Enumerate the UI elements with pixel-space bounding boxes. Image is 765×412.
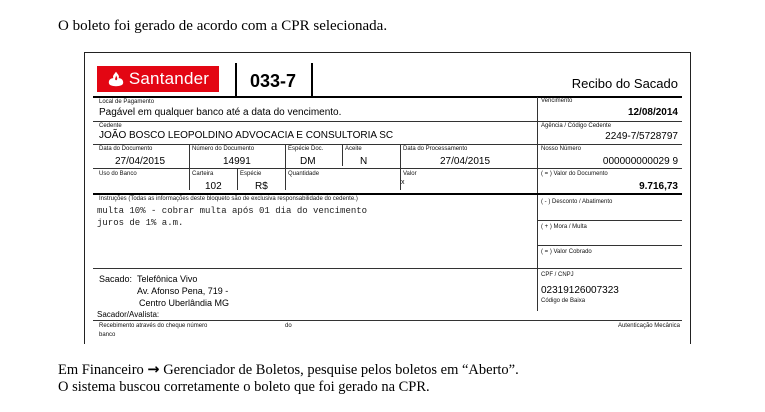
- right-column-divider: [537, 97, 538, 311]
- cedente-value: JOÃO BOSCO LEOPOLDINO ADVOCACIA E CONSULTORIA SC: [99, 130, 394, 141]
- col-rule-1: [189, 144, 190, 190]
- especie-value: R$: [255, 181, 268, 192]
- sacado-endereco: Av. Afonso Pena, 719 -: [137, 286, 229, 296]
- right-rule-2: [537, 245, 682, 246]
- valor-documento-label: ( = ) Valor do Documento: [541, 171, 608, 177]
- recebimento-banco: banco: [99, 332, 116, 338]
- numero-documento-value: 14991: [223, 156, 251, 167]
- header-divider-2: [311, 63, 313, 97]
- row-rule-1: [93, 121, 682, 122]
- santander-flame-icon: [107, 70, 125, 88]
- receipt-title: Recibo do Sacado: [571, 76, 678, 91]
- valor-label: Valor: [403, 171, 417, 177]
- footer-line-1-suffix: Gerenciador de Boletos, pesquise pelos boletos em “Aberto”.: [163, 362, 519, 378]
- especie-label: Espécie: [240, 171, 262, 177]
- data-documento-value: 27/04/2015: [115, 156, 166, 167]
- quantidade-label: Quantidade: [288, 171, 320, 177]
- footer-line-1-prefix: Em Financeiro: [58, 362, 144, 378]
- valor-documento-value: 9.716,73: [639, 181, 678, 192]
- boleto-receipt: [84, 52, 691, 344]
- especie-doc-label: Espécie Doc.: [288, 146, 324, 152]
- recebimento-do: do: [285, 323, 292, 329]
- especie-doc-value: DM: [300, 156, 316, 167]
- vencimento-label: Vencimento: [541, 98, 573, 104]
- bank-code: 033-7: [250, 71, 297, 91]
- vencimento-value: 12/08/2014: [627, 107, 678, 118]
- mora-label: ( + ) Mora / Multa: [541, 224, 587, 230]
- col-rule-5: [237, 168, 238, 190]
- santander-logo: [97, 66, 219, 92]
- numero-documento-label: Número do Documento: [192, 146, 255, 152]
- sacador-label: Sacador/Avalista:: [97, 310, 160, 319]
- sacado-nome: Telefônica Vivo: [137, 274, 198, 284]
- instrucao-line-1: multa 10% - cobrar multa após 01 dia do vencimento: [97, 206, 368, 216]
- nosso-numero-label: Nosso Número: [541, 146, 582, 152]
- agencia-label: Agência / Código Cedente: [541, 123, 612, 129]
- arrow-right-icon: →: [147, 362, 160, 378]
- instrucoes-label: Instruções (Todas as informações deste bloqueto são de exclusiva responsabilidade do cedente.): [99, 196, 358, 202]
- carteira-label: Carteira: [192, 171, 214, 177]
- col-rule-3: [342, 144, 343, 166]
- data-processamento-label: Data do Processamento: [403, 146, 468, 152]
- footer-line-2: O sistema buscou corretamente o boleto que foi gerado na CPR.: [58, 379, 430, 395]
- sacado-cidade: Centro Uberlândia MG: [139, 298, 230, 308]
- aceite-value: N: [360, 156, 368, 167]
- cedente-label: Cedente: [99, 123, 122, 129]
- col-rule-2: [285, 144, 286, 190]
- autenticacao-label: Autenticação Mecânica: [617, 323, 680, 329]
- right-rule-1: [537, 220, 682, 221]
- desconto-label: ( - ) Desconto / Abatimento: [541, 199, 613, 205]
- valor-x: x: [401, 179, 405, 186]
- recebimento-label: Recebimento através do cheque número: [99, 323, 208, 329]
- row-rule-3: [93, 168, 682, 169]
- row-rule-5: [93, 268, 682, 269]
- cpf-cnpj-value: 02319126007323: [541, 285, 619, 296]
- valor-cobrado-label: ( = ) Valor Cobrado: [541, 249, 592, 255]
- nosso-numero-value: 000000000029 9: [602, 156, 678, 167]
- header-divider-1: [235, 63, 237, 97]
- footer-line-1: [58, 362, 519, 379]
- agencia-value: 2249-7/5728797: [605, 131, 678, 142]
- bank-name: Santander: [128, 69, 210, 88]
- data-documento-label: Data do Documento: [99, 146, 153, 152]
- uso-banco-label: Uso do Banco: [99, 171, 137, 177]
- header-rule: [93, 96, 682, 98]
- data-processamento-value: 27/04/2015: [440, 156, 491, 167]
- row-rule-4: [93, 193, 682, 195]
- local-pagamento-value: Pagável em qualquer banco até a data do vencimento.: [99, 107, 342, 118]
- instrucao-line-2: juros de 1% a.m.: [97, 218, 184, 228]
- codigo-baixa-label: Código de Baixa: [541, 298, 586, 304]
- aceite-label: Aceite: [345, 146, 362, 152]
- carteira-value: 102: [205, 181, 222, 192]
- row-rule-2: [93, 144, 682, 145]
- sacado-label: Sacado:: [99, 274, 133, 284]
- intro-text: O boleto foi gerado de acordo com a CPR selecionada.: [58, 18, 388, 34]
- local-pagamento-label: Local de Pagamento: [99, 99, 155, 105]
- row-rule-6: [93, 320, 682, 321]
- cpf-cnpj-label: CPF / CNPJ: [541, 272, 574, 278]
